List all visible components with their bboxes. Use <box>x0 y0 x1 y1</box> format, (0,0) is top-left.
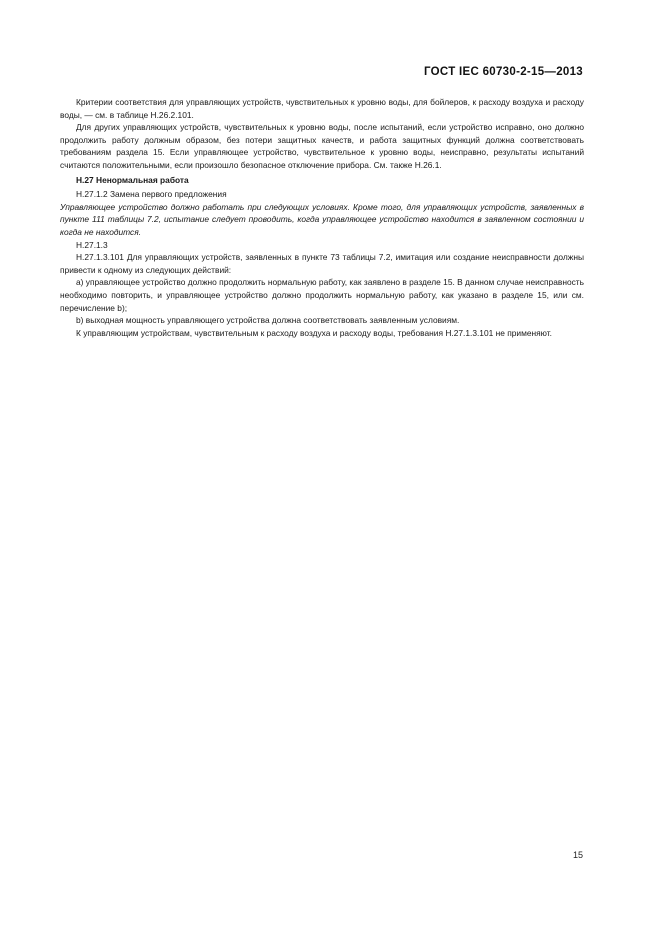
document-header: ГОСТ IEC 60730-2-15—2013 <box>423 66 583 78</box>
list-item-b: b) выходная мощность управляющего устройства должна соответствовать заявленным условиям. <box>76 315 460 326</box>
paragraph-other-controls: Для других управляющих устройств, чувствительных к уровню воды, после испытаний, если устройство исправно, оно должно продолжить работу должным образом, без потери защитных качеств, и работа защитных функций должна соответствовать требованиям раздела 15. Если управляющее устройство, чувствительное к уровню воды, неисправно, результаты испытаний считаются положительными, если произошло безопасное отключение прибора. См. также Н.26.1. <box>60 122 584 170</box>
list-item-a: a) управляющее устройство должно продолжить нормальную работу, как заявлено в разделе 15. В данном случае неисправность необходимо повторить, и управляющее устройство должно продолжить нормальную работу, как указано в разделе 15, или см. перечисление b); <box>60 277 584 313</box>
clause-h27-1-3: Н.27.1.3 <box>76 239 108 250</box>
clause-h27-1-3-101: Н.27.1.3.101 Для управляющих устройств, заявленных в пункте 73 таблицы 7.2, имитация или создание неисправности должны привести к одному из следующих действий: <box>60 252 584 275</box>
italic-replacement-text: Управляющее устройство должно работать при следующих условиях. Кроме того, для управляющих устройств, заявленных в пункте 111 таблицы 7.2, испытание следует проводить, когда управляющее устройство находится в заявленном состоянии и когда не находится. <box>60 201 584 237</box>
paragraph-not-applicable: К управляющим устройствам, чувствительным к расходу воздуха и расходу воды, требования Н.27.1.3.101 не применяют. <box>76 327 552 338</box>
clause-h27-1-2: Н.27.1.2 Замена первого предложения <box>76 189 227 200</box>
paragraph-compliance-criteria: Критерии соответствия для управляющих устройств, чувствительных к уровню воды, для бойлеров, к расходу воздуха и расходу воды, — см. в таблице Н.26.2.101. <box>60 97 584 120</box>
page-number: 15 <box>572 850 583 860</box>
section-heading-h27: Н.27 Ненормальная работа <box>76 174 189 185</box>
document-body <box>60 96 584 339</box>
